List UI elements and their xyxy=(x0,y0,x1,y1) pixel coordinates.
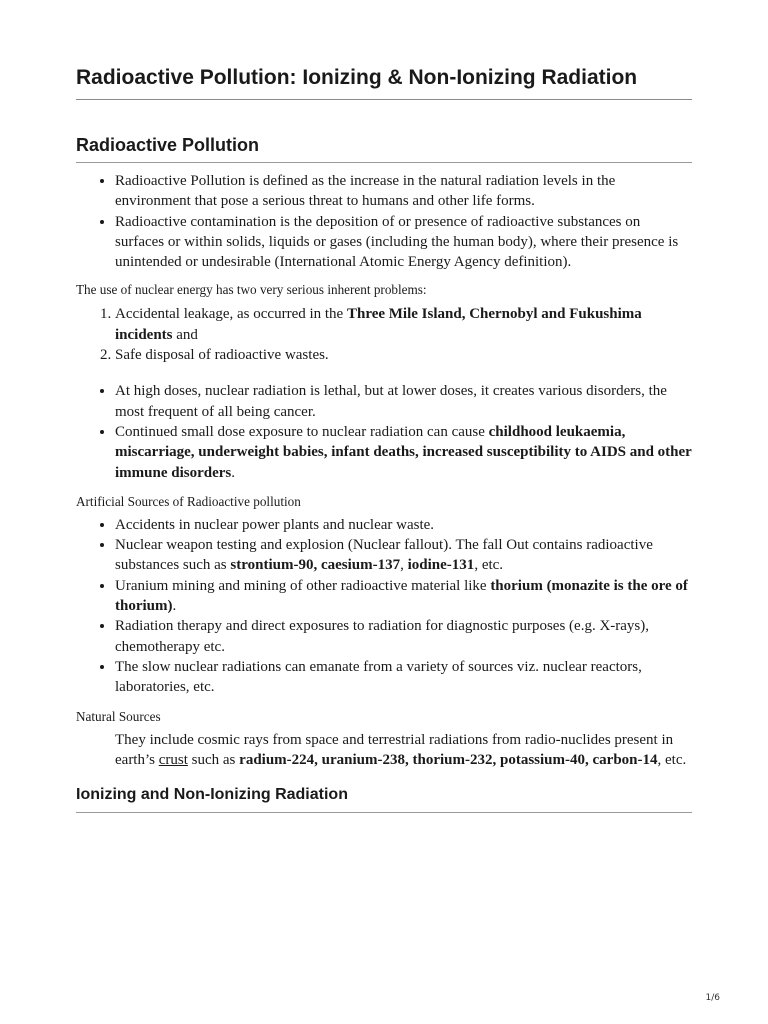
list-item: • Nuclear weapon testing and explosion (Nuclear fallout). The fall Out contains radioactive substances such as strontium-90, caesium-137, iodine-131, etc. xyxy=(115,535,692,576)
list-item: 2. Safe disposal of radioactive wastes. xyxy=(115,345,692,365)
page-title: Radioactive Pollution: Ionizing & Non-Ionizing Radiation xyxy=(76,64,692,100)
list-item: 1. Accidental leakage, as occurred in the Three Mile Island, Chernobyl and Fukushima incidents and xyxy=(115,304,692,345)
document-page xyxy=(76,64,692,819)
list-item: • At high doses, nuclear radiation is lethal, but at lower doses, it creates various disorders, the most frequent of all being cancer. xyxy=(115,381,692,422)
section-heading-radioactive-pollution: Radioactive Pollution xyxy=(76,134,692,163)
list-item: • Radiation therapy and direct exposures to radiation for diagnostic purposes (e.g. X-rays), chemotherapy etc. xyxy=(115,616,692,657)
artificial-sources-label: Artificial Sources of Radioactive pollution xyxy=(76,493,301,509)
nuclear-problems-list xyxy=(76,304,692,365)
effects-list xyxy=(76,381,692,482)
crust-link[interactable]: crust xyxy=(158,751,188,768)
page-number: 1/6 xyxy=(705,993,720,1003)
list-item: • Accidents in nuclear power plants and nuclear waste. xyxy=(115,515,692,535)
list-item: • Continued small dose exposure to nuclear radiation can cause childhood leukaemia, miscarriage, underweight babies, infant deaths, increased susceptibility to AIDS and other immune disorders. xyxy=(115,422,692,483)
section-heading-ionizing: Ionizing and Non-Ionizing Radiation xyxy=(76,784,692,813)
natural-sources-paragraph: They include cosmic rays from space and terrestrial radiations from radio-nuclides present in earth’s crust such as radium-224, uranium-238, thorium-232, potassium-40, carbon-14, etc. xyxy=(115,731,687,768)
list-item: • Radioactive Pollution is defined as the increase in the natural radiation levels in the environment that pose a serious threat to humans and other life forms. xyxy=(115,171,692,212)
natural-sources-label: Natural Sources xyxy=(76,708,161,724)
list-item: • Uranium mining and mining of other radioactive material like thorium (monazite is the ore of thorium). xyxy=(115,576,692,617)
list-item: • Radioactive contamination is the deposition of or presence of radioactive substances on surfaces or within solids, liquids or gases (including the human body), where their presence is unintended or undesirable (International Atomic Energy Agency definition). xyxy=(115,212,692,273)
definition-list xyxy=(76,171,692,272)
list-item: • The slow nuclear radiations can emanate from a variety of sources viz. nuclear reactors, laboratories, etc. xyxy=(115,657,692,698)
artificial-sources-list xyxy=(76,515,692,698)
nuclear-intro: The use of nuclear energy has two very serious inherent problems: xyxy=(76,282,427,298)
